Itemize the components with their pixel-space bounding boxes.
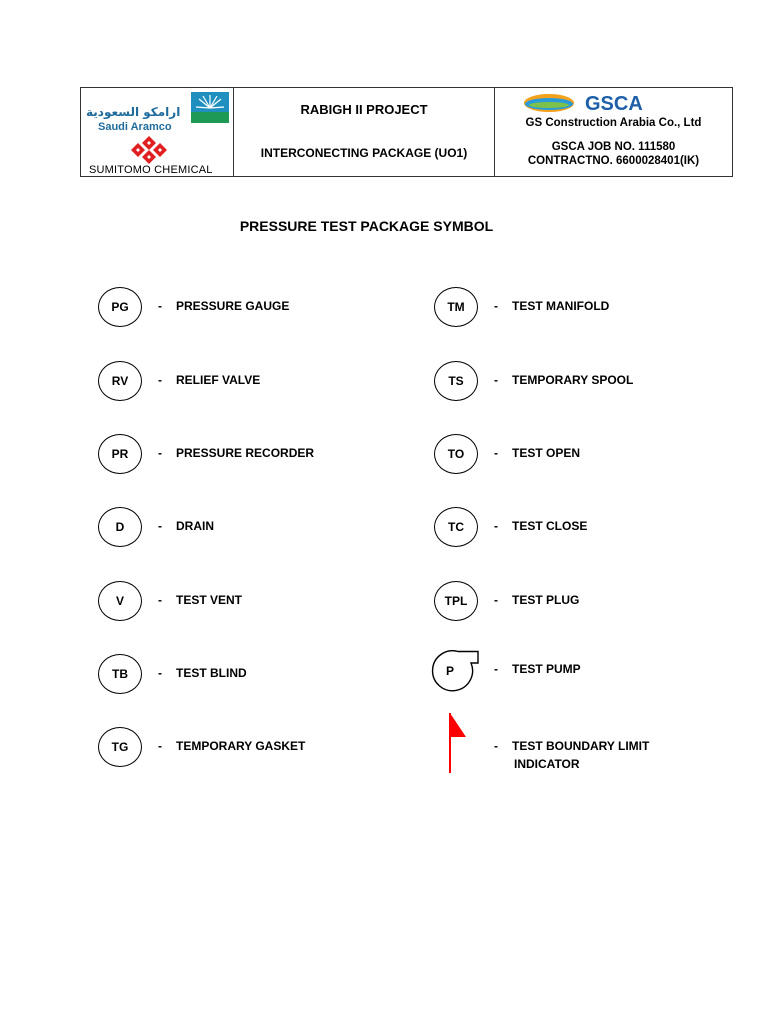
dash: - [158,593,162,607]
contract-number: CONTRACTNO. 6600028401(IK) [527,155,700,167]
dash: - [158,299,162,313]
symbol-label: TEST CLOSE [512,519,588,533]
dash: - [494,662,498,676]
symbol-label: TEMPORARY GASKET [176,739,306,753]
symbol-circle: TM [434,287,478,327]
symbol-label: TEST PUMP [512,662,581,676]
symbol-label: TEST BOUNDARY LIMIT [512,739,650,753]
symbol-label: TEST PLUG [512,593,580,607]
symbol-circle: TB [98,654,142,694]
symbol-label: TEST VENT [176,593,243,607]
symbol-label: PRESSURE RECORDER [176,446,315,460]
project-subtitle: INTERCONECTING PACKAGE (UO1) [260,146,468,160]
symbol-label: PRESSURE GAUGE [176,299,290,313]
sumitomo-text: SUMITOMO CHEMICAL [89,164,213,176]
symbol-circle: V [98,581,142,621]
symbol-circle: TPL [434,581,478,621]
symbol-label-line2: INDICATOR [514,757,580,771]
title-block [80,87,733,177]
project-cell [234,88,495,176]
contractor-name: GS Construction Arabia Co., Ltd [525,117,702,129]
symbol-circle: RV [98,361,142,401]
symbol-circle: PR [98,434,142,474]
job-number: GSCA JOB NO. 111580 [551,141,676,153]
symbol-label: TEST MANIFOLD [512,299,610,313]
symbol-label: TEMPORARY SPOOL [512,373,634,387]
symbol-label: TEST BLIND [176,666,247,680]
symbol-circle: TG [98,727,142,767]
symbol-label: TEST OPEN [512,446,581,460]
symbol-circle: PG [98,287,142,327]
symbol-label: DRAIN [176,519,214,533]
aramco-arabic-text: ارامكو السعودية [86,105,181,119]
page-title: PRESSURE TEST PACKAGE SYMBOL [239,218,494,234]
project-title: RABIGH II PROJECT [300,102,428,117]
symbol-circle: TS [434,361,478,401]
sumitomo-logo-icon [129,136,169,164]
client-logos-cell [81,88,234,176]
dash: - [158,446,162,460]
dash: - [494,299,498,313]
dash: - [494,593,498,607]
gsca-logo-icon [523,92,699,114]
dash: - [158,739,162,753]
dash: - [158,666,162,680]
symbol-circle: TC [434,507,478,547]
symbol-circle: D [98,507,142,547]
symbol-label: RELIEF VALVE [176,373,261,387]
gsca-logo-text: GSCA [585,93,643,114]
dash: - [494,739,498,753]
aramco-logo-icon [191,92,229,123]
dash: - [494,519,498,533]
symbol-circle: TO [434,434,478,474]
contractor-cell [495,88,732,176]
pump-code: P [445,664,454,678]
dash: - [158,519,162,533]
dash: - [494,446,498,460]
dash: - [158,373,162,387]
dash: - [494,373,498,387]
flag-icon [446,711,476,775]
aramco-english-text: Saudi Aramco [98,121,172,133]
